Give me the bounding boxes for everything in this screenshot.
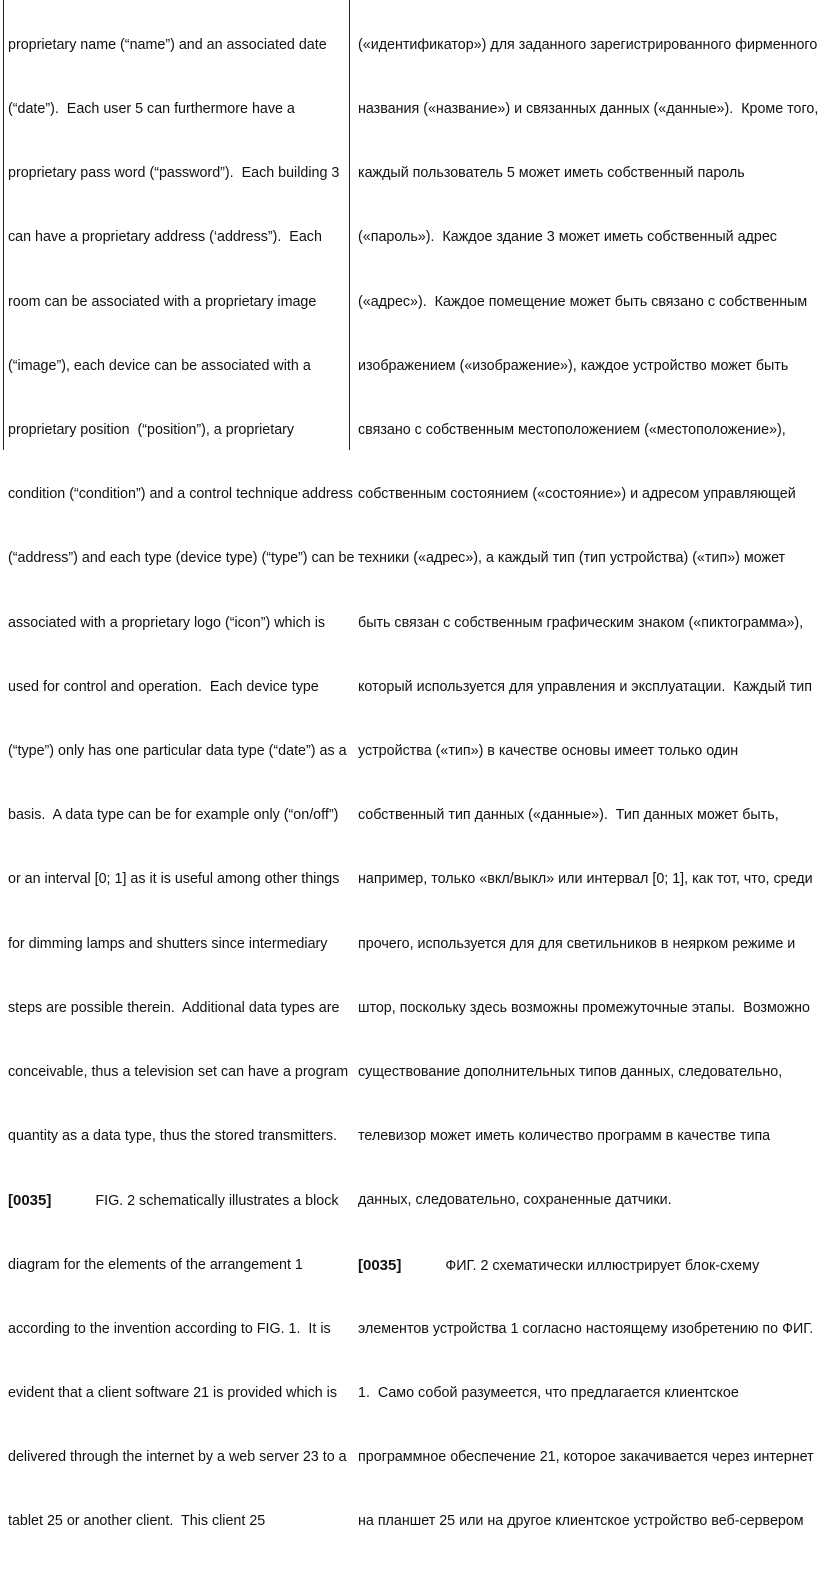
russian-line: например, только «вкл/выкл» или интервал [0; 1], как тот, что, среди: [358, 871, 813, 888]
paragraph-number: [0035]: [358, 1256, 402, 1274]
russian-line: («адрес»). Каждое помещение может быть связано с собственным: [358, 293, 808, 310]
russian-line: прочего, используется для для светильников в неярком режиме и: [358, 935, 796, 952]
english-line: room can be associated with a proprietary image: [8, 293, 317, 310]
russian-line: устройства («тип») в качестве основы имеет только один: [358, 743, 739, 760]
paragraph-number: [0035]: [8, 1192, 52, 1210]
english-line: can have a proprietary address (‘address”). Each: [8, 229, 322, 246]
russian-line: каждый пользователь 5 может иметь собственный пароль: [358, 165, 745, 182]
russian-line: который используется для управления и эксплуатации. Каждый тип: [358, 678, 812, 695]
russian-line: на планшет 25 или на другое клиентское устройство веб-сервером: [358, 1513, 804, 1530]
english-line: associated with a proprietary logo (“icon”) which is: [8, 614, 326, 631]
russian-column: [358, 0, 818, 1576]
russian-line: техники («адрес»), а каждый тип (тип устройства) («тип») может: [358, 550, 786, 567]
russian-line: 1. Само собой разумеется, что предлагается клиентское: [358, 1385, 739, 1402]
english-column: [8, 0, 355, 1576]
english-paragraph-first-line: FIG. 2 schematically illustrates a block: [95, 1193, 339, 1210]
russian-line: элементов устройства 1 согласно настоящему изобретению по ФИГ.: [358, 1320, 814, 1337]
russian-line: изображением («изображение»), каждое устройство может быть: [358, 357, 789, 374]
english-line: used for control and operation. Each device type: [8, 678, 319, 695]
russian-line: собственным состоянием («состояние») и адресом управляющей: [358, 486, 796, 503]
russian-line: штор, поскольку здесь возможны промежуточные этапы. Возможно: [358, 999, 811, 1016]
russian-line: («пароль»). Каждое здание 3 может иметь собственный адрес: [358, 229, 777, 246]
english-paragraph-start: [8, 1190, 344, 1211]
english-line: proprietary name (“name”) and an associated date: [8, 36, 327, 53]
english-line: (“type”) only has one particular data type (“date”) as a: [8, 743, 347, 760]
english-line: evident that a client software 21 is provided which is: [8, 1385, 338, 1402]
russian-line: быть связан с собственным графическим знаком («пиктограмма»),: [358, 614, 804, 631]
russian-line: телевизор может иметь количество программ в качестве типа: [358, 1128, 771, 1145]
russian-paragraph-first-line: ФИГ. 2 схематически иллюстрирует блок-схему: [445, 1257, 760, 1274]
english-line: for dimming lamps and shutters since intermediary: [8, 935, 328, 952]
russian-line: программное обеспечение 21, которое закачивается через интернет: [358, 1449, 814, 1466]
russian-line: существование дополнительных типов данных, следовательно,: [358, 1064, 783, 1081]
english-line: tablet 25 or another client. This client 25: [8, 1513, 266, 1530]
english-line: basis. A data type can be for example only (“on/off”): [8, 807, 339, 824]
russian-line: связано с собственным местоположением («местоположение»),: [358, 422, 786, 439]
left-border-line: [3, 0, 4, 450]
english-line: according to the invention according to FIG. 1. It is: [8, 1320, 331, 1337]
english-line: proprietary pass word (“password”). Each building 3: [8, 165, 340, 182]
english-line: or an interval [0; 1] as it is useful among other things: [8, 871, 340, 888]
russian-line: данных, следовательно, сохраненные датчики.: [358, 1192, 672, 1209]
english-line: proprietary position (“position”), a proprietary: [8, 422, 295, 439]
english-line: conceivable, thus a television set can have a program: [8, 1064, 349, 1081]
english-line: condition (“condition”) and a control technique address: [8, 486, 353, 503]
russian-paragraph-start: [358, 1255, 796, 1276]
english-line: (“image”), each device can be associated with a: [8, 357, 311, 374]
english-line: delivered through the internet by a web server 23 to a: [8, 1449, 347, 1466]
english-line: quantity as a data type, thus the stored transmitters.: [8, 1128, 338, 1145]
english-line: (“address”) and each type (device type) (“type”) can be: [8, 550, 355, 567]
russian-line: названия («название») и связанных данных («данные»). Кроме того,: [358, 101, 818, 118]
english-line: (“date”). Each user 5 can furthermore have a: [8, 101, 295, 118]
english-line: steps are possible therein. Additional data types are: [8, 999, 340, 1016]
column-divider: [349, 0, 350, 450]
english-line: diagram for the elements of the arrangement 1: [8, 1256, 303, 1273]
russian-line: собственный тип данных («данные»). Тип данных может быть,: [358, 807, 779, 824]
russian-line: («идентификатор») для заданного зарегистрированного фирменного: [358, 36, 818, 53]
